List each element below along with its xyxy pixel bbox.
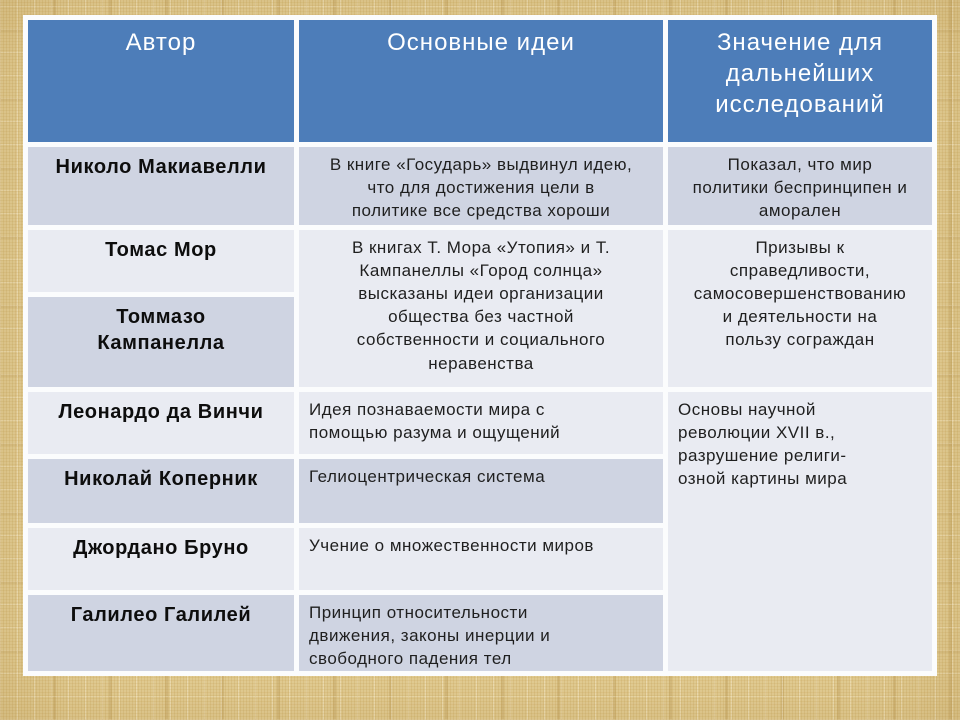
cell-idea-copernicus: Гелиоцентрическая система	[299, 459, 663, 523]
cell-name-vinci: Леонардо да Винчи	[28, 392, 294, 454]
cell-significance-science: Основы научной революции XVII в., разрушение религи-озной картины мира	[668, 392, 932, 671]
column-header-significance: Значение для дальнейших исследований	[668, 20, 932, 142]
column-header-author: Автор	[28, 20, 294, 142]
renaissance-thinkers-table	[23, 15, 937, 676]
cell-idea-vinci: Идея познаваемости мира с помощью разума и ощущений	[299, 392, 663, 454]
cell-idea-galileo: Принцип относительности движения, законы инерции и свободного падения тел	[299, 595, 663, 671]
cell-name-machiavelli: Николо Макиавелли	[28, 147, 294, 225]
cell-name-copernicus: Николай Коперник	[28, 459, 294, 523]
cell-name-bruno: Джордано Бруно	[28, 528, 294, 590]
cell-significance-machiavelli: Показал, что мир политики беспринципен и аморален	[668, 147, 932, 225]
cell-idea-machiavelli: В книге «Государь» выдвинул идею, что для достижения цели в политике все средства хороши	[299, 147, 663, 225]
cell-name-galileo: Галилео Галилей	[28, 595, 294, 671]
column-header-ideas: Основные идеи	[299, 20, 663, 142]
cell-significance-more-campanella: Призывы к справедливости, самосовершенствованию и деятельности на пользу сограждан	[668, 230, 932, 387]
cell-name-more: Томас Мор	[28, 230, 294, 292]
cell-name-campanella: Томмазо Кампанелла	[28, 297, 294, 387]
cell-idea-bruno: Учение о множественности миров	[299, 528, 663, 590]
cell-idea-more-campanella: В книгах Т. Мора «Утопия» и Т. Кампанеллы «Город солнца» высказаны идеи организации общества без частной собственности и социального неравенства	[299, 230, 663, 387]
